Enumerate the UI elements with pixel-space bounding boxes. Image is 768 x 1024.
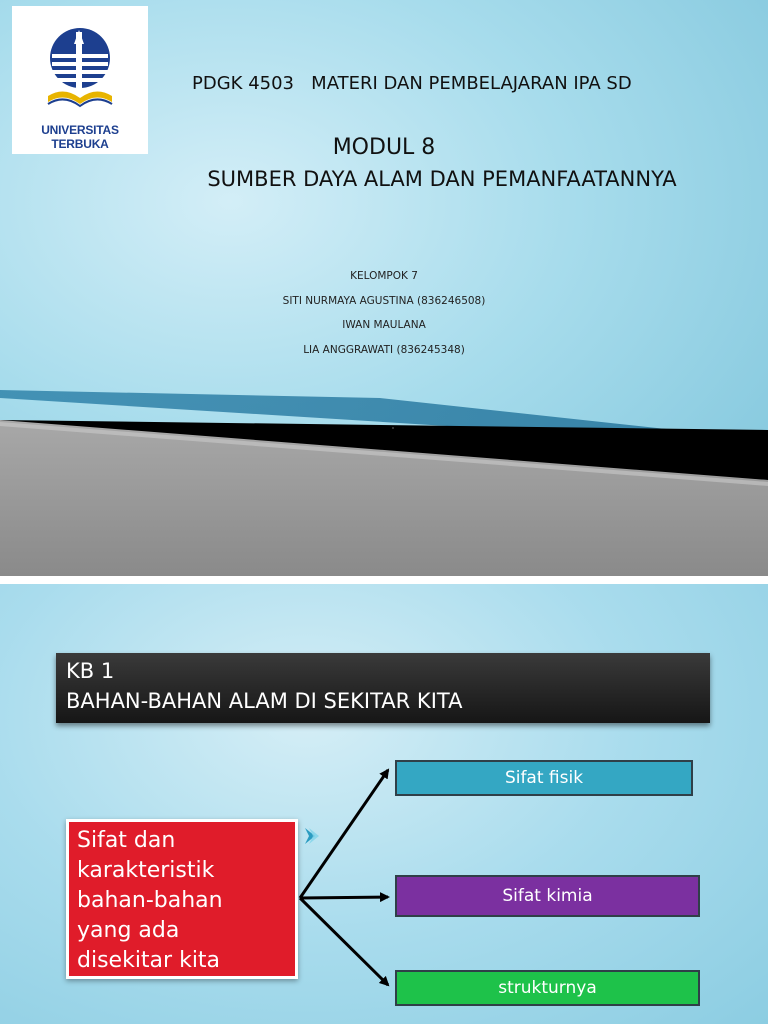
module-subtitle: SUMBER DAYA ALAM DAN PEMANFAATANNYA <box>207 167 677 191</box>
dot-mark <box>392 427 394 429</box>
source-box-line: disekitar kita <box>77 948 221 973</box>
decorative-bands <box>0 380 768 576</box>
arrow-to-sifat-fisik <box>300 770 388 898</box>
universitas-terbuka-emblem-icon <box>44 24 116 120</box>
arrow-to-sifat-kimia <box>300 897 388 898</box>
member-line: LIA ANGGRAWATI (836245348) <box>303 343 465 356</box>
content-slide <box>0 584 768 1024</box>
member-line: IWAN MAULANA <box>342 319 426 331</box>
course-title: PDGK 4503 MATERI DAN PEMBELAJARAN IPA SD <box>192 73 632 94</box>
group-members <box>0 270 768 368</box>
target-box-sifat-kimia: Sifat kimia <box>395 875 700 917</box>
slide-title-line2: BAHAN-BAHAN ALAM DI SEKITAR KITA <box>66 689 463 713</box>
arrow-to-strukturnya <box>300 898 388 985</box>
source-box-line: karakteristik <box>77 858 215 883</box>
target-box-sifat-fisik: Sifat fisik <box>395 760 693 796</box>
member-line: KELOMPOK 7 <box>350 270 418 282</box>
module-title: MODUL 8 <box>332 135 436 160</box>
source-box-line: bahan-bahan <box>77 888 223 913</box>
connector-arrows <box>0 584 768 1024</box>
source-box-line: Sifat dan <box>77 828 176 853</box>
slide-title-line1: KB 1 <box>66 659 115 683</box>
logo-text: UNIVERSITAS TERBUKA <box>41 123 119 151</box>
target-box-strukturnya: strukturnya <box>395 970 700 1006</box>
member-line: SITI NURMAYA AGUSTINA (836246508) <box>282 294 486 307</box>
university-logo <box>12 6 148 154</box>
source-box-line: yang ada <box>77 918 180 943</box>
